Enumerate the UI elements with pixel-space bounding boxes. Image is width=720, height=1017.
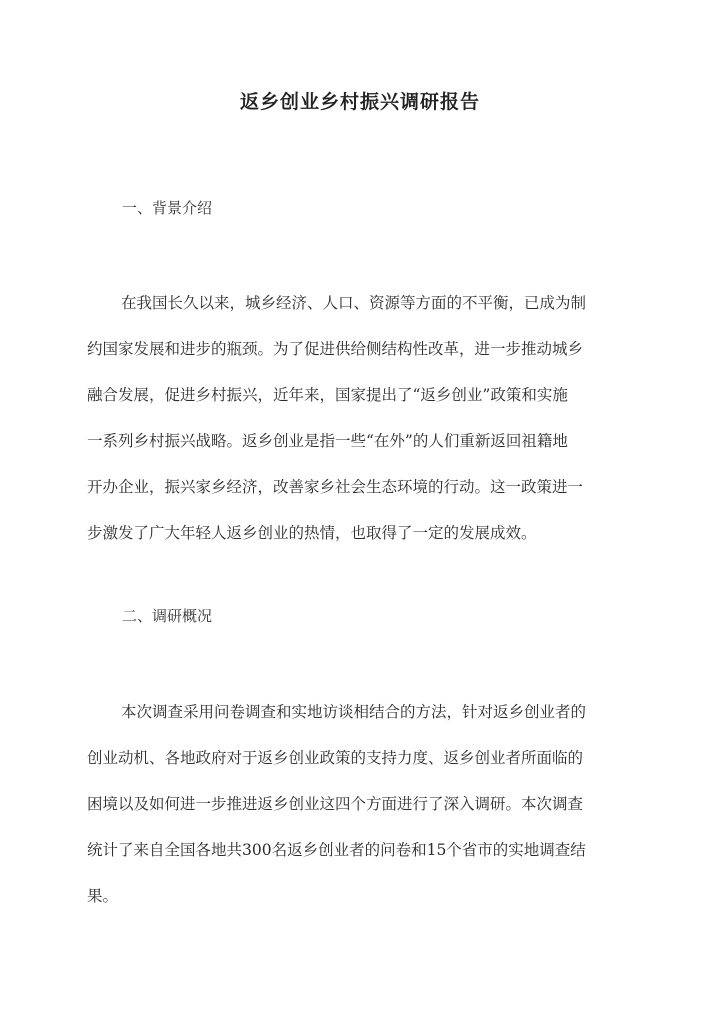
paragraph-line: 创业动机、各地政府对于返乡创业政策的支持力度、返乡创业者所面临的 xyxy=(87,749,584,767)
paragraph-line: 一系列乡村振兴战略。返乡创业是指一些“在外”的人们重新返回祖籍地 xyxy=(87,432,568,450)
paragraph-line: 困境以及如何进一步推进返乡创业这四个方面进行了深入调研。本次调查 xyxy=(87,795,584,813)
paragraph-line: 融合发展，促进乡村振兴，近年来，国家提出了“返乡创业”政策和实施 xyxy=(87,386,568,404)
section-paragraph-background xyxy=(87,280,635,556)
paragraph-line: 约国家发展和进步的瓶颈。为了促进供给侧结构性改革，进一步推动城乡 xyxy=(87,340,584,358)
paragraph-line: 果。 xyxy=(87,887,119,905)
paragraph-line: 本次调查采用问卷调查和实地访谈相结合的方法，针对返乡创业者的 xyxy=(121,703,587,721)
section-heading-survey: 二、调研概况 xyxy=(122,607,213,625)
section-paragraph-survey xyxy=(87,689,635,919)
paragraph-line: 统计了来自全国各地共300名返乡创业者的问卷和15个省市的实地调查结 xyxy=(87,841,586,859)
paragraph-line: 在我国长久以来，城乡经济、人口、资源等方面的不平衡，已成为制 xyxy=(121,294,587,312)
paragraph-line: 开办企业，振兴家乡经济，改善家乡社会生态环境的行动。这一政策进一 xyxy=(87,478,584,496)
section-heading-background: 一、背景介绍 xyxy=(122,199,213,217)
document-title: 返乡创业乡村振兴调研报告 xyxy=(239,91,480,113)
paragraph-line: 步激发了广大年轻人返乡创业的热情，也取得了一定的发展成效。 xyxy=(87,524,537,542)
